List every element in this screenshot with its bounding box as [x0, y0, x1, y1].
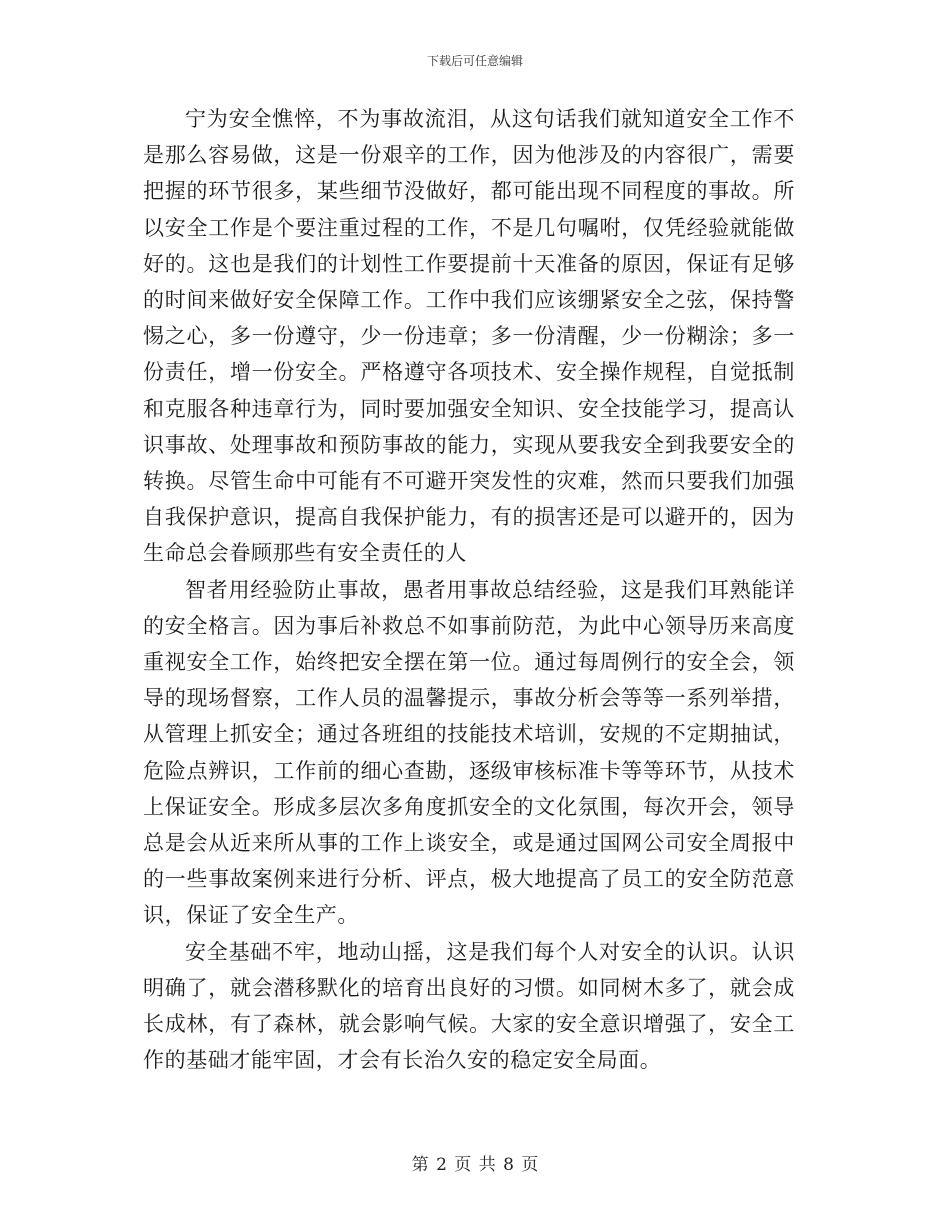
paragraph-3: 安全基础不牢，地动山摇，这是我们每个人对安全的认识。认识明确了，就会潜移默化的培育出良好的习惯。如同树木多了，就会成长成林，有了森林，就会影响气候。大家的安全意识增强了，安全工作的基础才能牢固，才会有长治久安的稳定安全局面。	[143, 939, 795, 1073]
paragraph-1: 宁为安全憔悴，不为事故流泪，从这句话我们就知道安全工作不是那么容易做，这是一份艰辛的工作，因为他涉及的内容很广，需要把握的环节很多，某些细节没做好，都可能出现不同程度的事故。所以安全工作是个要注重过程的工作，不是几句嘱咐，仅凭经验就能做好的。这也是我们的计划性工作要提前十天准备的原因，保证有足够的时间来做好安全保障工作。工作中我们应该绷紧安全之弦，保持警惕之心，多一份遵守，少一份违章；多一份清醒，少一份糊涂；多一份责任，增一份安全。严格遵守各项技术、安全操作规程，自觉抵制和克服各种违章行为，同时要加强安全知识、安全技能学习，提高认识事故、处理事故和预防事故的能力，实现从要我安全到我要安全的转换。尽管生命中可能有不可避开突发性的灾难，然而只要我们加强自我保护意识，提高自我保护能力，有的损害还是可以避开的，因为生命总会眷顾那些有安全责任的人	[143, 107, 795, 566]
document-body	[143, 101, 795, 1078]
page-header: 下载后可任意编辑	[426, 54, 523, 68]
paragraph-2: 智者用经验防止事故，愚者用事故总结经验，这是我们耳熟能详的安全格言。因为事后补救总不如事前防范，为此中心领导历来高度重视安全工作，始终把安全摆在第一位。通过每周例行的安全会，领导的现场督察，工作人员的温馨提示，事故分析会等等一系列举措，从管理上抓安全；通过各班组的技能技术培训，安规的不定期抽试，危险点辨识，工作前的细心查勘，逐级审核标准卡等等环节，从技术上保证安全。形成多层次多角度抓安全的文化氛围，每次开会，领导总是会从近来所从事的工作上谈安全，或是通过国网公司安全周报中的一些事故案例来进行分析、评点，极大地提高了员工的安全防范意识，保证了安全生产。	[143, 577, 795, 928]
page-number-footer: 第 2 页 共 8 页	[411, 1155, 539, 1175]
